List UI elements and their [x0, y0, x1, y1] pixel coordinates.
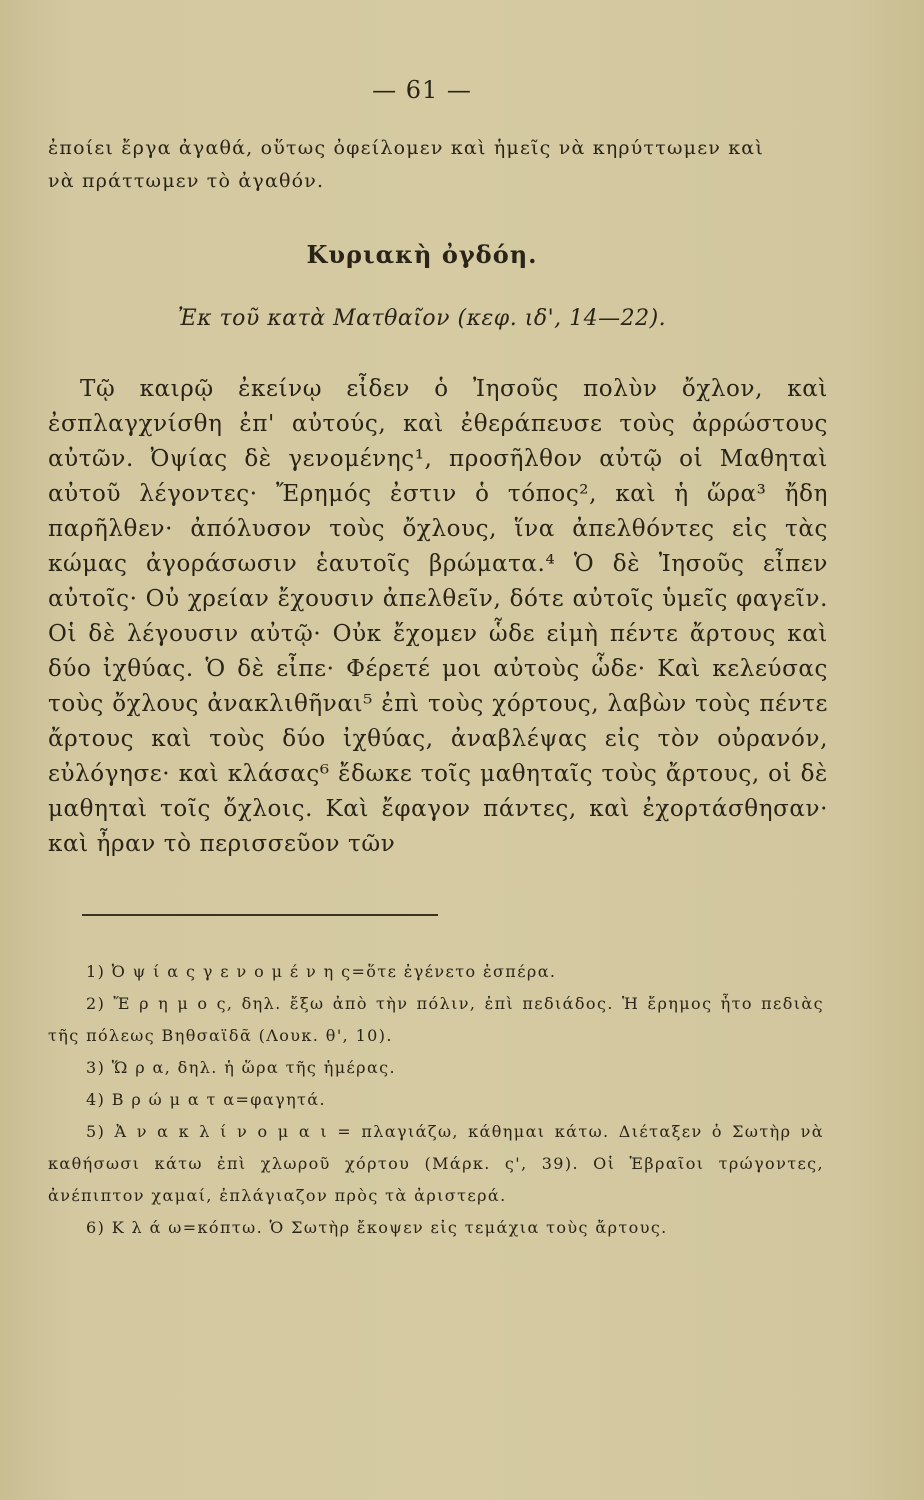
- gospel-passage: Τῷ καιρῷ ἐκείνῳ εἶδεν ὁ Ἰησοῦς πολὺν ὄχλον, καὶ ἐσπλαγχνίσθη ἐπ' αὐτούς, καὶ ἐθεράπευσε τοὺς ἀρρώστους αὐτῶν. Ὀψίας δὲ γενομένης¹, προσῆλθον αὐτῷ οἱ Μαθηταὶ αὐτοῦ λέγοντες· Ἔρημός ἐστιν ὁ τόπος², καὶ ἡ ὥρα³ ἤδη παρῆλθεν· ἀπόλυσον τοὺς ὄχλους, ἵνα ἀπελθόντες εἰς τὰς κώμας ἀγοράσωσιν ἑαυτοῖς βρώματα.⁴ Ὁ δὲ Ἰησοῦς εἶπεν αὐτοῖς· Οὐ χρείαν ἔχουσιν ἀπελθεῖν, δότε αὐτοῖς ὑμεῖς φαγεῖν. Οἱ δὲ λέγουσιν αὐτῷ· Οὐκ ἔχομεν ὧδε εἰμὴ πέντε ἄρτους καὶ δύο ἰχθύας. Ὁ δὲ εἶπε· Φέρετέ μοι αὐτοὺς ὧδε· Καὶ κελεύσας τοὺς ὄχλους ἀνακλιθῆναι⁵ ἐπὶ τοὺς χόρτους, λαβὼν τοὺς πέντε ἄρτους καὶ τοὺς δύο ἰχθύας, ἀναβλέψας εἰς τὸν οὐρανόν, εὐλόγησε· καὶ κλάσας⁶ ἔδωκε τοῖς μαθηταῖς τοὺς ἄρτους, οἱ δὲ μαθηταὶ τοῖς ὄχλοις. Καὶ ἔφαγον πάντες, καὶ ἐχορτάσθησαν· καὶ ἦραν τὸ περισσεῦον τῶν: [48, 376, 828, 857]
- footnote: 1) Ὀ ψ ί α ς γ ε ν ο μ έ ν η ς=ὅτε ἐγένετο ἑσπέρα.: [86, 962, 557, 981]
- section-subheading: Ἐκ τοῦ κατὰ Ματθαῖον (κεφ. ιδ', 14—22).: [177, 306, 667, 331]
- footnote: 5) Ἀ ν α κ λ ί ν ο μ α ι = πλαγιάζω, κάθημαι κάτω. Διέταξεν ὁ Σωτὴρ νὰ καθήσωσι κάτω ἐπὶ χλωροῦ χόρτου (Μάρκ. ς', 39). Οἱ Ἑβραῖοι τρώγοντες, ἀνέπιπτον χαμαί, ἐπλάγιαζον πρὸς τὰ ἀριστερά.: [48, 1122, 824, 1205]
- footnote: 6) Κ λ ά ω=κόπτω. Ὁ Σωτὴρ ἔκοψεν εἰς τεμάχια τοὺς ἄρτους.: [86, 1218, 668, 1237]
- intro-line-1: ἐποίει ἔργα ἀγαθά, οὕτως ὀφείλομεν καὶ ἡμεῖς νὰ κηρύττωμεν καὶ: [48, 137, 764, 159]
- section-heading: Κυριακὴ ὀγδόη.: [306, 240, 538, 269]
- page-number: — 61 —: [372, 76, 472, 104]
- intro-paragraph: [48, 132, 838, 198]
- footnote-divider: [82, 914, 438, 916]
- footnote: 2) Ἔ ρ η μ ο ς, δηλ. ἔξω ἀπὸ τὴν πόλιν, ἐπὶ πεδιάδος. Ἡ ἔρημος ἦτο πεδιὰς τῆς πόλεως Βηθσαϊδᾶ (Λουκ. θ', 10).: [48, 994, 824, 1045]
- footnote: 4) Β ρ ώ μ α τ α=φαγητά.: [86, 1090, 326, 1109]
- footnotes-list: [48, 956, 824, 1244]
- footnote: 3) Ὥ ρ α, δηλ. ἡ ὥρα τῆς ἡμέρας.: [86, 1058, 397, 1077]
- intro-line-2: νὰ πράττωμεν τὸ ἀγαθόν.: [48, 170, 325, 192]
